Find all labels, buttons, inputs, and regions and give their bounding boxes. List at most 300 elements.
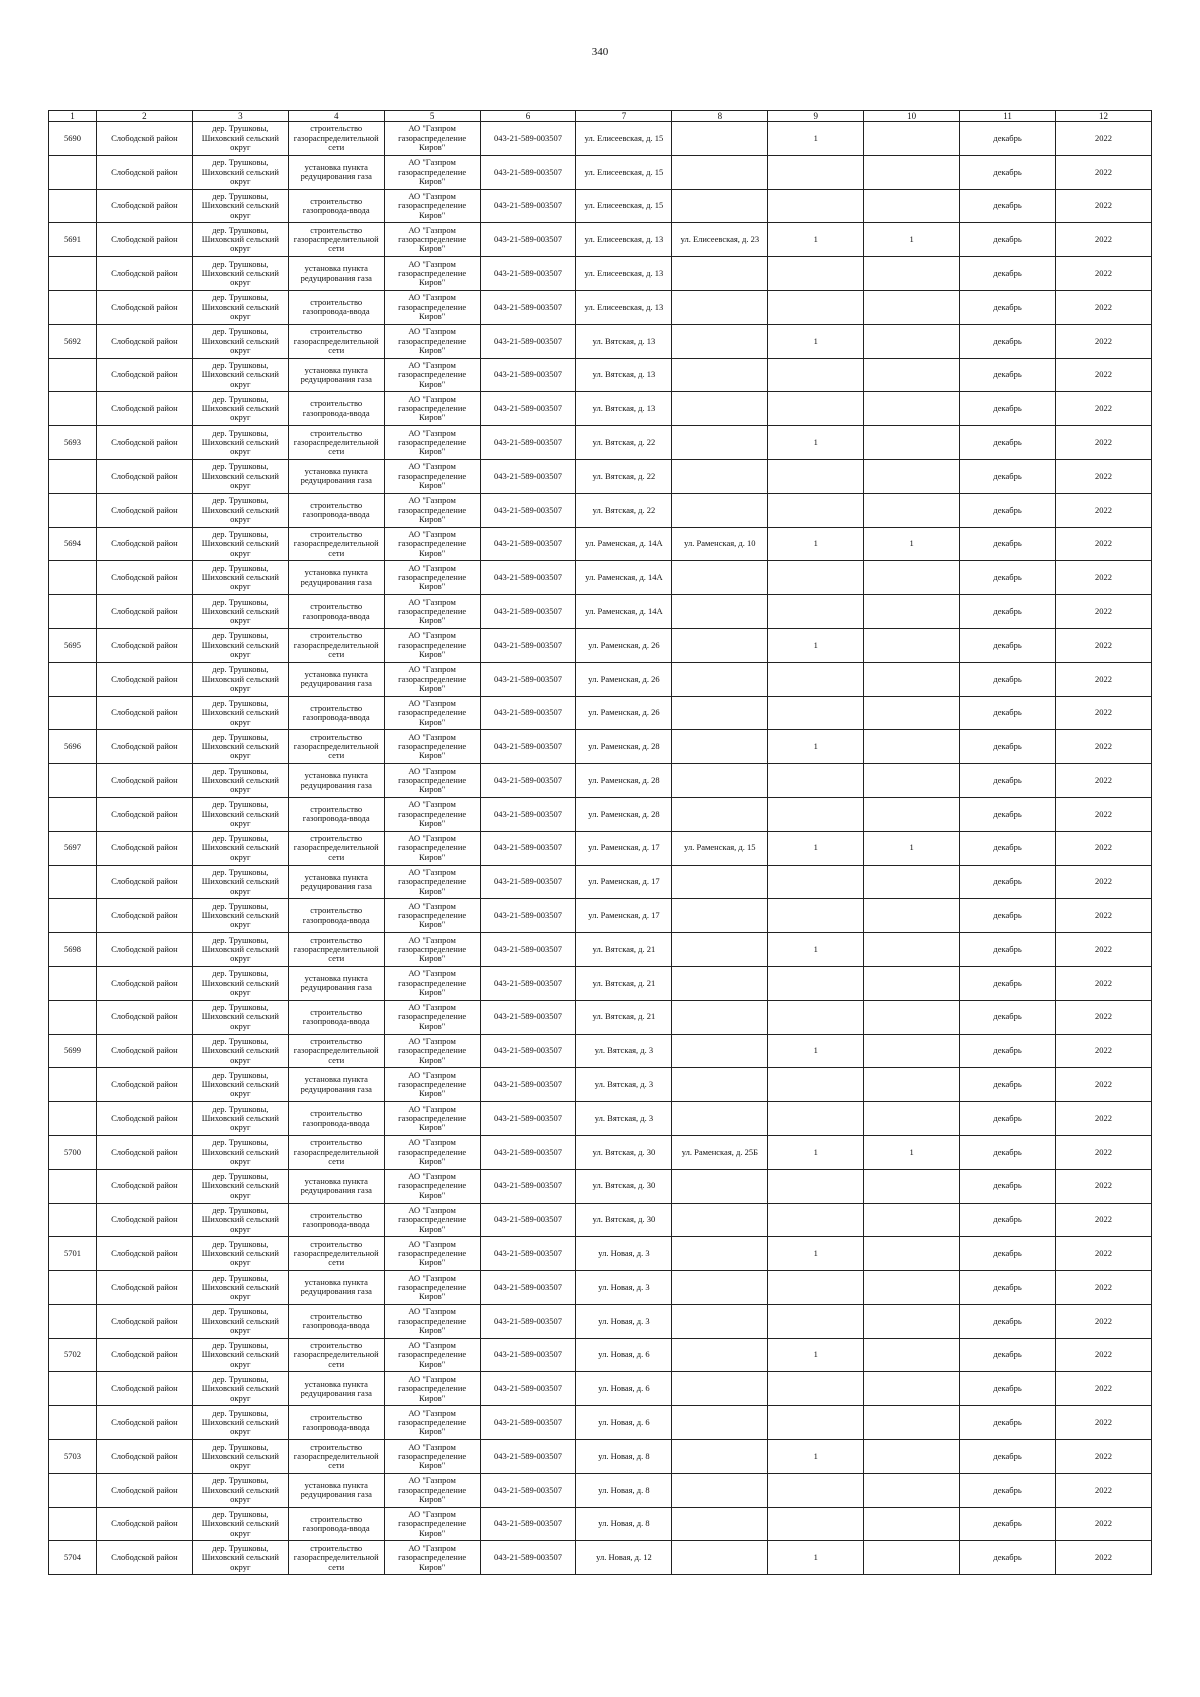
cell-year-text: 2022 [1095, 1418, 1112, 1428]
cell-organization [384, 1406, 480, 1440]
cell-district [96, 189, 192, 223]
cell-count-10-text: 1 [909, 235, 914, 245]
cell-settlement [192, 257, 288, 291]
column-header-11: 11 [960, 111, 1056, 122]
cell-organization-text: АО "Газпром газораспределение Киров" [398, 462, 467, 491]
cell-code-text: 043-21-589-003507 [494, 911, 563, 921]
cell-district [96, 933, 192, 967]
cell-code [480, 1507, 576, 1541]
cell-work-type [288, 324, 384, 358]
cell-code-text: 043-21-589-003507 [494, 809, 563, 819]
cell-code [480, 561, 576, 595]
cell-year [1056, 1203, 1152, 1237]
cell-settlement-text: дер. Трушковы, Шиховский сельский округ [201, 1543, 279, 1572]
cell-month [960, 797, 1056, 831]
cell-address-extra [672, 459, 768, 493]
cell-address [576, 1237, 672, 1271]
cell-address [576, 358, 672, 392]
cell-organization [384, 933, 480, 967]
cell-year [1056, 189, 1152, 223]
cell-work-type [288, 561, 384, 595]
cell-code [480, 628, 576, 662]
cell-settlement-text: дер. Трушковы, Шиховский сельский округ [201, 1104, 279, 1133]
cell-month [960, 1068, 1056, 1102]
cell-month-text: декабрь [993, 1215, 1022, 1225]
cell-object-number-text: 5693 [63, 437, 81, 447]
cell-work-type [288, 764, 384, 798]
table-row [49, 966, 1152, 1000]
cell-year-text: 2022 [1095, 1012, 1112, 1022]
cell-object-number [49, 1034, 97, 1068]
cell-address-text: ул. Вятская, д. 3 [594, 1046, 654, 1056]
cell-district [96, 459, 192, 493]
cell-count-9 [768, 1440, 864, 1474]
cell-year-text: 2022 [1095, 336, 1112, 346]
cell-district [96, 1440, 192, 1474]
cell-settlement-text: дер. Трушковы, Шиховский сельский округ [201, 1070, 279, 1099]
cell-code [480, 392, 576, 426]
cell-organization [384, 1271, 480, 1305]
cell-code [480, 1068, 576, 1102]
cell-settlement-text: дер. Трушковы, Шиховский сельский округ [201, 293, 279, 322]
cell-address-extra [672, 493, 768, 527]
cell-object-number [49, 831, 97, 865]
cell-district [96, 358, 192, 392]
cell-count-9 [768, 1068, 864, 1102]
cell-address [576, 1473, 672, 1507]
cell-year [1056, 392, 1152, 426]
cell-month [960, 1473, 1056, 1507]
cell-code [480, 1034, 576, 1068]
cell-district [96, 1406, 192, 1440]
cell-work-type-text: установка пункта редуцирования газа [300, 1480, 372, 1500]
cell-count-9 [768, 324, 864, 358]
cell-address-extra [672, 966, 768, 1000]
cell-settlement [192, 1406, 288, 1440]
cell-year [1056, 527, 1152, 561]
cell-year-text: 2022 [1095, 1350, 1112, 1360]
cell-settlement-text: дер. Трушковы, Шиховский сельский округ [201, 597, 279, 626]
cell-code [480, 459, 576, 493]
cell-address-text: ул. Новая, д. 3 [598, 1249, 650, 1259]
cell-work-type [288, 1034, 384, 1068]
cell-year-text: 2022 [1095, 539, 1112, 549]
cell-district [96, 1271, 192, 1305]
cell-work-type [288, 1135, 384, 1169]
cell-year-text: 2022 [1095, 573, 1112, 583]
cell-settlement-text: дер. Трушковы, Шиховский сельский округ [201, 462, 279, 491]
cell-address-extra [672, 1271, 768, 1305]
cell-code-text: 043-21-589-003507 [494, 1350, 563, 1360]
cell-address-extra-text: ул. Елисеевская, д. 23 [680, 235, 760, 245]
cell-address-extra [672, 1034, 768, 1068]
cell-count-9-text: 1 [813, 437, 818, 447]
cell-month [960, 561, 1056, 595]
table-row [49, 1372, 1152, 1406]
cell-address [576, 1203, 672, 1237]
cell-settlement-text: дер. Трушковы, Шиховский сельский округ [201, 496, 279, 524]
cell-count-9-text: 1 [813, 640, 818, 650]
cell-district-text: Слободской район [111, 302, 178, 312]
cell-work-type-text: строительство газопровода-ввода [302, 1210, 370, 1229]
table-row [49, 223, 1152, 257]
cell-month [960, 696, 1056, 730]
cell-code-text: 043-21-589-003507 [494, 1181, 563, 1191]
table-row [49, 358, 1152, 392]
cell-work-type-text: строительство газопровода-ввода [302, 906, 370, 925]
cell-count-9-text: 1 [813, 539, 818, 549]
cell-address-text: ул. Раменская, д. 17 [588, 877, 660, 887]
cell-code [480, 764, 576, 798]
cell-month-text: декабрь [993, 539, 1022, 549]
cell-settlement-text: дер. Трушковы, Шиховский сельский округ [201, 124, 279, 153]
table-row [49, 1135, 1152, 1169]
column-header-6: 6 [480, 111, 576, 122]
cell-settlement-text: дер. Трушковы, Шиховский сельский округ [201, 1273, 279, 1302]
cell-code-text: 043-21-589-003507 [494, 505, 563, 515]
cell-year-text: 2022 [1095, 1080, 1112, 1090]
cell-district [96, 1541, 192, 1575]
cell-organization [384, 459, 480, 493]
cell-address-extra [672, 662, 768, 696]
cell-year-text: 2022 [1095, 1249, 1112, 1259]
cell-organization [384, 1169, 480, 1203]
cell-code-text: 043-21-589-003507 [494, 573, 563, 583]
cell-organization [384, 1203, 480, 1237]
cell-work-type-text: установка пункта редуцирования газа [300, 669, 372, 689]
cell-year-text: 2022 [1095, 505, 1112, 515]
cell-district [96, 1507, 192, 1541]
cell-month-text: декабрь [993, 640, 1022, 650]
cell-work-type-text: строительство газопровода-ввода [302, 1311, 370, 1331]
cell-work-type-text: строительство газораспределительной сети [293, 225, 379, 254]
cell-address-text: ул. Елисеевская, д. 15 [584, 201, 664, 211]
cell-month-text: декабрь [993, 775, 1022, 785]
cell-month [960, 392, 1056, 426]
cell-address-text: ул. Новая, д. 6 [598, 1384, 650, 1394]
cell-count-10 [864, 1338, 960, 1372]
cell-code [480, 527, 576, 561]
cell-district [96, 561, 192, 595]
cell-organization [384, 426, 480, 460]
cell-address-text: ул. Вятская, д. 3 [594, 1080, 654, 1090]
cell-count-9-text: 1 [813, 1249, 818, 1259]
cell-year [1056, 493, 1152, 527]
cell-object-number [49, 696, 97, 730]
cell-year [1056, 764, 1152, 798]
cell-address-text: ул. Новая, д. 8 [598, 1451, 650, 1461]
cell-district-text: Слободской район [111, 1282, 178, 1292]
cell-month [960, 1304, 1056, 1338]
cell-year [1056, 933, 1152, 967]
cell-address-extra [672, 696, 768, 730]
cell-district-text: Слободской район [111, 404, 178, 414]
cell-code-text: 043-21-589-003507 [494, 167, 563, 177]
cell-organization [384, 257, 480, 291]
cell-address-extra [672, 257, 768, 291]
cell-object-number [49, 595, 97, 629]
cell-code [480, 730, 576, 764]
cell-count-10 [864, 1372, 960, 1406]
cell-address [576, 696, 672, 730]
table-row [49, 730, 1152, 764]
cell-district-text: Слободской район [111, 775, 178, 785]
cell-object-number [49, 459, 97, 493]
cell-district-text: Слободской район [111, 268, 178, 278]
cell-month-text: декабрь [993, 944, 1022, 954]
cell-address [576, 426, 672, 460]
cell-district-text: Слободской район [111, 437, 178, 447]
cell-district [96, 730, 192, 764]
cell-address-text: ул. Вятская, д. 30 [592, 1215, 656, 1225]
cell-organization [384, 1440, 480, 1474]
cell-month-text: декабрь [993, 1046, 1022, 1056]
cell-address-text: ул. Новая, д. 12 [596, 1553, 652, 1563]
cell-organization [384, 1000, 480, 1034]
cell-organization [384, 1338, 480, 1372]
cell-object-number [49, 392, 97, 426]
cell-count-10 [864, 865, 960, 899]
cell-work-type-text: строительство газопровода-ввода [302, 1109, 370, 1128]
cell-settlement-text: дер. Трушковы, Шиховский сельский округ [201, 394, 279, 423]
cell-settlement [192, 865, 288, 899]
table-row [49, 696, 1152, 730]
cell-address-extra [672, 764, 768, 798]
cell-code [480, 696, 576, 730]
cell-organization-text: АО "Газпром газораспределение Киров" [398, 361, 467, 389]
cell-work-type-text: строительство газопровода-ввода [302, 1007, 370, 1027]
cell-count-10 [864, 358, 960, 392]
column-header-7: 7 [576, 111, 672, 122]
cell-year [1056, 730, 1152, 764]
cell-object-number [49, 628, 97, 662]
cell-organization-text: АО "Газпром газораспределение Киров" [398, 1543, 467, 1572]
cell-work-type-text: строительство газопровода-ввода [302, 500, 370, 520]
cell-district [96, 1102, 192, 1136]
cell-district [96, 493, 192, 527]
cell-code [480, 899, 576, 933]
cell-month-text: декабрь [993, 505, 1022, 515]
cell-district-text: Слободской район [111, 539, 178, 549]
cell-settlement-text: дер. Трушковы, Шиховский сельский округ [201, 631, 279, 659]
cell-month [960, 1372, 1056, 1406]
cell-object-number [49, 730, 97, 764]
cell-organization [384, 1507, 480, 1541]
cell-address-text: ул. Елисеевская, д. 15 [584, 133, 664, 143]
cell-month-text: декабрь [993, 302, 1022, 312]
cell-settlement [192, 290, 288, 324]
cell-code-text: 043-21-589-003507 [494, 1553, 563, 1563]
cell-count-9 [768, 764, 864, 798]
cell-address-extra [672, 1541, 768, 1575]
cell-count-10 [864, 324, 960, 358]
cell-organization-text: АО "Газпром газораспределение Киров" [398, 1070, 467, 1099]
cell-year-text: 2022 [1095, 843, 1112, 853]
cell-organization [384, 628, 480, 662]
cell-code-text: 043-21-589-003507 [494, 1451, 563, 1461]
cell-district [96, 1473, 192, 1507]
cell-organization-text: АО "Газпром газораспределение Киров" [398, 1239, 467, 1268]
cell-settlement-text: дер. Трушковы, Шиховский сельский округ [201, 969, 279, 997]
cell-count-9 [768, 1102, 864, 1136]
cell-code [480, 1541, 576, 1575]
cell-address [576, 155, 672, 189]
table-row [49, 561, 1152, 595]
cell-organization [384, 966, 480, 1000]
cell-district [96, 324, 192, 358]
cell-district-text: Слободской район [111, 1012, 178, 1022]
table-row [49, 1102, 1152, 1136]
cell-year [1056, 1304, 1152, 1338]
cell-address [576, 1034, 672, 1068]
cell-settlement [192, 797, 288, 831]
cell-month [960, 358, 1056, 392]
cell-code [480, 1135, 576, 1169]
cell-district [96, 1372, 192, 1406]
cell-object-number [49, 662, 97, 696]
cell-address-text: ул. Раменская, д. 28 [588, 742, 660, 752]
cell-year [1056, 1338, 1152, 1372]
cell-organization-text: АО "Газпром газораспределение Киров" [398, 699, 467, 727]
cell-settlement-text: дер. Трушковы, Шиховский сельский округ [201, 1307, 279, 1335]
cell-month [960, 1338, 1056, 1372]
cell-organization-text: АО "Газпром газораспределение Киров" [398, 867, 467, 896]
table-row [49, 290, 1152, 324]
cell-district-text: Слободской район [111, 708, 178, 718]
cell-object-number [49, 899, 97, 933]
cell-count-9 [768, 1169, 864, 1203]
cell-month-text: декабрь [993, 1249, 1022, 1259]
cell-organization-text: АО "Газпром газораспределение Киров" [398, 563, 467, 592]
cell-month [960, 1203, 1056, 1237]
cell-address-text: ул. Новая, д. 6 [598, 1418, 650, 1428]
cell-organization-text: АО "Газпром газораспределение Киров" [398, 901, 467, 930]
cell-year [1056, 324, 1152, 358]
cell-year [1056, 1135, 1152, 1169]
cell-count-10 [864, 561, 960, 595]
cell-organization-text: АО "Газпром газораспределение Киров" [398, 124, 467, 153]
cell-count-10 [864, 493, 960, 527]
cell-address-extra [672, 426, 768, 460]
cell-month-text: декабрь [993, 133, 1022, 143]
cell-month-text: декабрь [993, 843, 1022, 853]
cell-count-9 [768, 899, 864, 933]
cell-year-text: 2022 [1095, 775, 1112, 785]
cell-count-9 [768, 1473, 864, 1507]
cell-month-text: декабрь [993, 1350, 1022, 1360]
cell-organization-text: АО "Газпром газораспределение Киров" [398, 1205, 467, 1234]
cell-work-type [288, 1372, 384, 1406]
cell-work-type-text: строительство газопровода-ввода [302, 399, 370, 418]
cell-address [576, 257, 672, 291]
cell-district-text: Слободской район [111, 133, 178, 143]
cell-count-9 [768, 257, 864, 291]
cell-settlement-text: дер. Трушковы, Шиховский сельский округ [201, 800, 279, 828]
cell-count-9-text: 1 [813, 1046, 818, 1056]
cell-month-text: декабрь [993, 1080, 1022, 1090]
cell-count-9 [768, 628, 864, 662]
cell-object-number [49, 223, 97, 257]
cell-count-9 [768, 189, 864, 223]
table-row [49, 1304, 1152, 1338]
cell-count-9-text: 1 [813, 336, 818, 346]
cell-address [576, 1304, 672, 1338]
cell-year [1056, 831, 1152, 865]
cell-work-type [288, 1102, 384, 1136]
cell-work-type-text: строительство газораспределительной сети [293, 935, 379, 964]
cell-settlement [192, 662, 288, 696]
cell-count-10 [864, 933, 960, 967]
cell-object-number [49, 1473, 97, 1507]
cell-code [480, 797, 576, 831]
cell-month [960, 1507, 1056, 1541]
cell-count-9-text: 1 [813, 235, 818, 245]
cell-count-10 [864, 797, 960, 831]
cell-month [960, 1034, 1056, 1068]
cell-district [96, 628, 192, 662]
cell-year-text: 2022 [1095, 201, 1112, 211]
cell-settlement-text: дер. Трушковы, Шиховский сельский округ [201, 225, 279, 254]
cell-organization [384, 696, 480, 730]
cell-district [96, 1338, 192, 1372]
cell-work-type-text: установка пункта редуцирования газа [300, 1379, 372, 1398]
cell-address-text: ул. Новая, д. 8 [598, 1485, 650, 1495]
cell-work-type-text: строительство газопровода-ввода [302, 1413, 370, 1432]
cell-address [576, 392, 672, 426]
cell-organization-text: АО "Газпром газораспределение Киров" [398, 327, 467, 355]
cell-code-text: 043-21-589-003507 [494, 978, 563, 988]
cell-organization-text: АО "Газпром газораспределение Киров" [398, 935, 467, 964]
cell-work-type [288, 899, 384, 933]
cell-work-type-text: строительство газораспределительной сети [293, 834, 379, 862]
cell-settlement [192, 1271, 288, 1305]
cell-code-text: 043-21-589-003507 [494, 437, 563, 447]
cell-settlement [192, 155, 288, 189]
cell-code-text: 043-21-589-003507 [494, 1316, 563, 1326]
cell-code-text: 043-21-589-003507 [494, 1080, 563, 1090]
cell-year [1056, 1507, 1152, 1541]
cell-object-number-text: 5691 [63, 235, 81, 245]
cell-count-9-text: 1 [813, 1451, 818, 1461]
cell-district [96, 1304, 192, 1338]
cell-address [576, 1271, 672, 1305]
cell-month-text: декабрь [993, 1485, 1022, 1495]
cell-address [576, 1372, 672, 1406]
cell-district [96, 764, 192, 798]
cell-year [1056, 459, 1152, 493]
cell-organization-text: АО "Газпром газораспределение Киров" [398, 530, 467, 558]
cell-month [960, 257, 1056, 291]
cell-month-text: декабрь [993, 1519, 1022, 1529]
table-row [49, 122, 1152, 156]
cell-organization [384, 1372, 480, 1406]
cell-year-text: 2022 [1095, 1519, 1112, 1529]
cell-month [960, 426, 1056, 460]
cell-object-number-text: 5702 [63, 1350, 81, 1360]
cell-count-9 [768, 459, 864, 493]
cell-address [576, 561, 672, 595]
cell-code-text: 043-21-589-003507 [494, 370, 563, 380]
cell-year-text: 2022 [1095, 1215, 1112, 1225]
cell-work-type-text: строительство газопровода-ввода [302, 805, 370, 824]
column-header-8: 8 [672, 111, 768, 122]
cell-district [96, 831, 192, 865]
cell-month [960, 459, 1056, 493]
cell-district-text: Слободской район [111, 1418, 178, 1428]
cell-code-text: 043-21-589-003507 [494, 944, 563, 954]
cell-address [576, 595, 672, 629]
cell-year [1056, 1271, 1152, 1305]
